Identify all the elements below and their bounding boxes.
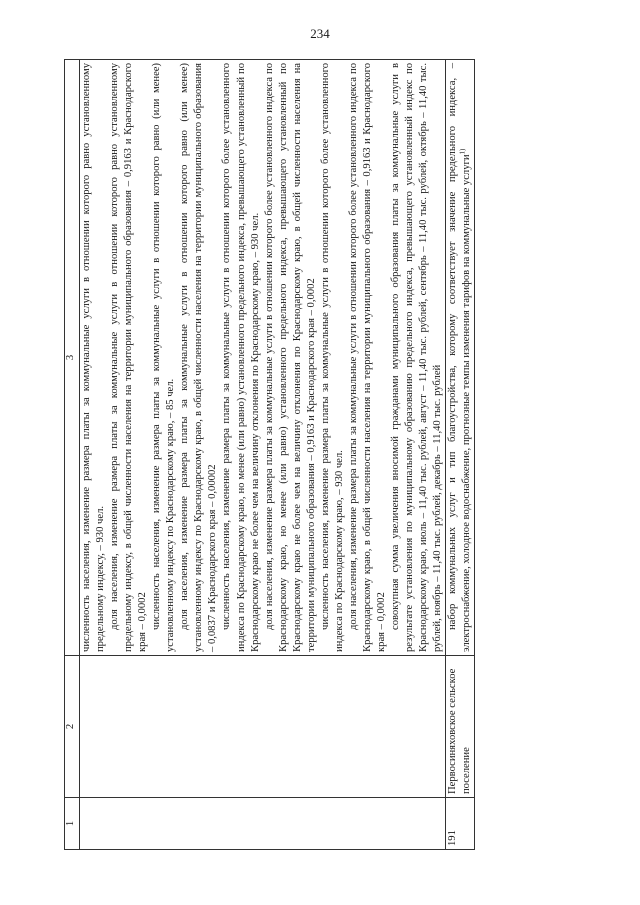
- cell-number-empty: [80, 798, 446, 850]
- header-col-3: 3: [65, 60, 80, 656]
- paragraph-9: совокупная сумма увеличения вносимой гражданами муниципального образования платы за коммунальные услуги в результате установления по муниципальному образованию предельного индекса, превышающего установленный индекс по Краснодарскому краю, июль – 11,40 тыс. рублей, август – 11,40 тыс. рублей, сентябрь – 11,40 тыс. рублей, октябрь – 11,40 тыс. рублей, ноябрь – 11,40 тыс. рублей, декабрь – 11,40 тыс. рублей: [390, 63, 444, 652]
- paragraph-2: доля населения, изменение размера платы за коммунальные услуги в отношении которого равно установленному предельному индексу, в общей численности населения на территории муниципального образования – 0,9163 и Краснодарского края – 0,0002: [109, 63, 149, 652]
- document-table: [64, 59, 475, 850]
- rotated-table-container: [64, 60, 569, 850]
- cell-settlement-name: Первосиняховское сельское поселение: [446, 656, 475, 798]
- cell-number: 191: [446, 798, 475, 850]
- header-col-1: 1: [65, 798, 80, 850]
- cell-settlement-empty: [80, 656, 446, 798]
- cell-service-set: [446, 60, 475, 656]
- table-row-continuation: [80, 60, 446, 850]
- cell-description: [80, 60, 446, 656]
- service-set-main-text: набор коммунальных услуг и тип благоустройства, которому соответствует значение предельного индекса, – электроснабжение, холодное водоснабжение, прогнозные темпы изменения тарифов на коммунальные услуги: [447, 63, 473, 652]
- service-set-text: [446, 63, 474, 652]
- paragraph-5: численность населения, изменение размера платы за коммунальные услуги в отношении которого более установленного индекса по Краснодарскому краю, но менее (или равно) установленного предельного индекса, превышающего установленный по Краснодарскому краю не более чем на величину отклонения по Краснодарскому краю, – 930 чел.: [221, 63, 261, 652]
- table-header-row: [65, 60, 80, 850]
- paragraph-7: численность населения, изменение размера платы за коммунальные услуги в отношении которого более установленного индекса по Краснодарскому краю, – 930 чел.: [319, 63, 345, 652]
- paragraph-1: численность населения, изменение размера платы за коммунальные услуги в отношении которого равно установленному предельному индексу, – 930 чел.: [81, 63, 107, 652]
- header-col-2: 2: [65, 656, 80, 798]
- table-row-191: [446, 60, 475, 850]
- paragraph-3: численность населения, изменение размера платы за коммунальные услуги в отношении которого равно (или менее) установленному индексу по Краснодарскому краю, – 85 чел.: [151, 63, 177, 652]
- paragraph-6: доля населения, изменение размера платы за коммунальные услуги в отношении которого более установленного индекса по Краснодарскому краю, но менее (или равно) установленного предельного индекса, превышающего установленный по Краснодарскому краю не более чем на величину отклонения по Краснодарскому краю, в общей численности населения на территории муниципального образования – 0,9163 и Краснодарского края – 0,0002: [263, 63, 317, 652]
- paragraph-8: доля населения, изменение размера платы за коммунальные услуги в отношении которого более установленного индекса по Краснодарскому краю, в общей численности населения на территории муниципального образования – 0,9163 и Краснодарского края – 0,0002: [347, 63, 387, 652]
- page-number: 234: [310, 26, 330, 41]
- footnote-marker: 1): [458, 148, 467, 155]
- paragraph-4: доля населения, изменение размера платы за коммунальные услуги в отношении которого равно (или менее) установленному индексу по Краснодарскому краю, в общей численности населения на территории муниципального образования – 0,0837 и Краснодарского края – 0,00002: [179, 63, 219, 652]
